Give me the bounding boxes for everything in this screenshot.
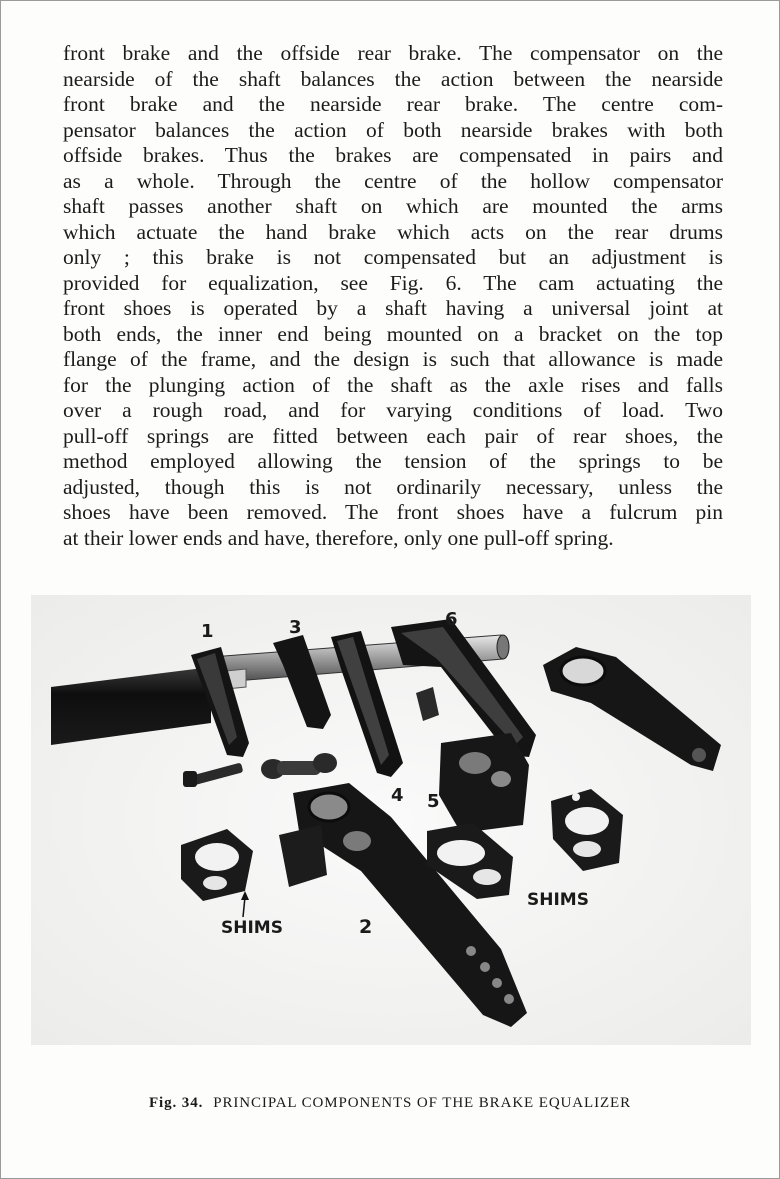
- text-line: method employed allowing the tension of the springs to be: [63, 449, 723, 473]
- body-paragraph: [63, 41, 723, 551]
- text-line: pull-off springs are fitted between each pair of rear shoes, the: [63, 423, 723, 448]
- text-line: for the plunging action of the shaft as the axle rises and falls: [63, 372, 723, 397]
- label-2: 2: [359, 916, 373, 938]
- text-line: only ; this brake is not compensated but an adjustment is: [63, 245, 723, 269]
- text-line: shaft passes another shaft on which are mounted the arms: [63, 194, 723, 218]
- label-shims-right: SHIMS: [527, 890, 589, 910]
- figure-number: Fig. 34.: [148, 1095, 204, 1111]
- figure-caption: [1, 1095, 779, 1112]
- text-line: front shoes is operated by a shaft having a universal joint at: [63, 296, 723, 320]
- text-line: front brake and the nearside rear brake. The centre com-: [63, 92, 723, 116]
- text-line: as a whole. Through the centre of the hollow compensator: [63, 168, 723, 193]
- text-line: offside brakes. Thus the brakes are compensated in pairs and: [63, 143, 723, 167]
- brake-equalizer-photo: [31, 595, 751, 1045]
- text-line: which actuate the hand brake which acts on the rear drums: [63, 219, 723, 244]
- text-line: both ends, the inner end being mounted on a bracket on the top: [63, 321, 723, 346]
- label-shims-left: SHIMS: [221, 918, 283, 938]
- label-4: 4: [391, 785, 404, 806]
- block-5: [439, 733, 529, 833]
- text-line: over a rough road, and for varying conditions of load. Two: [63, 398, 723, 422]
- label-3: 3: [289, 617, 302, 638]
- text-line: nearside of the shaft balances the action between the nearside: [63, 66, 723, 91]
- label-6: 6: [445, 609, 458, 630]
- label-5: 5: [427, 791, 440, 812]
- text-line: shoes have been removed. The front shoes have a fulcrum pin: [63, 500, 723, 524]
- text-line: adjusted, though this is not ordinarily necessary, unless the: [63, 474, 723, 499]
- text-line: provided for equalization, see Fig. 6. The cam actuating the: [63, 270, 723, 295]
- text-line: flange of the frame, and the design is such that allowance is made: [63, 347, 723, 371]
- figure-caption-text: PRINCIPAL COMPONENTS OF THE BRAKE EQUALIZER: [213, 1095, 632, 1111]
- text-line: front brake and the offside rear brake. The compensator on the: [63, 41, 723, 65]
- text-line: pensator balances the action of both nearside brakes with both: [63, 117, 723, 142]
- text-line: at their lower ends and have, therefore, only one pull-off spring.: [63, 525, 614, 550]
- label-1: 1: [201, 621, 214, 642]
